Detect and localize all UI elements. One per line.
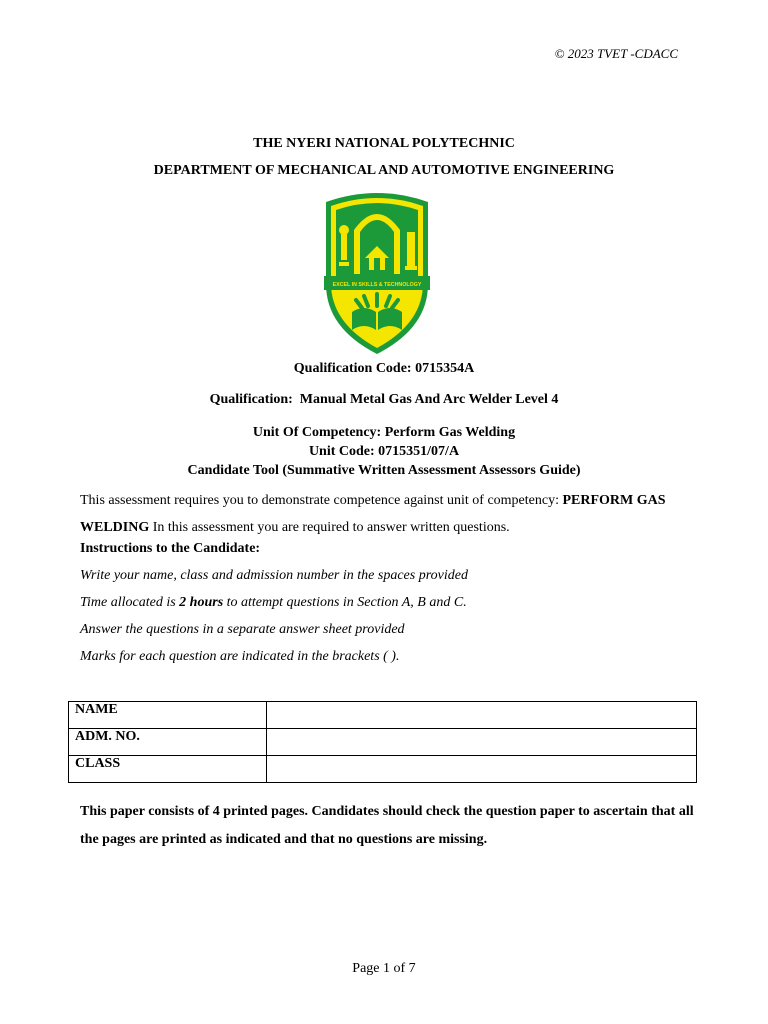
- qualification-code: Qualification Code: 0715354A: [293, 361, 475, 376]
- intro-text-1: This assessment requires you to demonstrate competence against unit of competency:: [80, 493, 563, 508]
- intro-unit-name: PERFORM GAS WELDING: [80, 493, 666, 535]
- institution-name: THE NYERI NATIONAL POLYTECHNIC: [253, 136, 515, 151]
- instruction-3: Answer the questions in a separate answer sheet provided: [80, 622, 405, 637]
- assessment-intro: [80, 487, 700, 541]
- unit-code: Unit Code: 0715351/07/A: [308, 444, 460, 459]
- candidate-details-table: [68, 701, 697, 783]
- name-label: NAME: [69, 702, 267, 729]
- right-pillar-icon: [407, 232, 415, 266]
- unit-of-competency: Unit Of Competency: Perform Gas Welding: [252, 425, 516, 440]
- instruction-2-pre: Time allocated is: [80, 595, 180, 610]
- left-torch-icon: [341, 234, 347, 260]
- intro-text-2: In this assessment you are required to answer written questions.: [149, 520, 510, 535]
- copyright-notice: © 2023 TVET -CDACC: [554, 46, 678, 61]
- class-field[interactable]: [267, 756, 697, 783]
- instruction-2-duration: 2 hours: [179, 595, 224, 610]
- table-row: [69, 729, 697, 756]
- institution-logo: [318, 188, 436, 356]
- department-name: DEPARTMENT OF MECHANICAL AND AUTOMOTIVE ENGINEERING: [153, 163, 615, 178]
- qualification-name: Qualification: Manual Metal Gas And Arc Welder Level 4: [209, 392, 559, 407]
- class-label: CLASS: [69, 756, 267, 783]
- page-number: Page 1 of 7: [352, 961, 416, 976]
- table-row: [69, 702, 697, 729]
- logo-motto: EXCEL IN SKILLS & TECHNOLOGY: [332, 282, 422, 288]
- adm-no-field[interactable]: [267, 729, 697, 756]
- instruction-2: [80, 595, 700, 611]
- paper-note: This paper consists of 4 printed pages. Candidates should check the question paper to ascertain that all the pages are printed as indicated and that no questions are missing.: [80, 804, 694, 847]
- table-row: [69, 756, 697, 783]
- instruction-2-post: to attempt questions in Section A, B and C.: [223, 595, 467, 610]
- name-field[interactable]: [267, 702, 697, 729]
- instruction-1: Write your name, class and admission number in the spaces provided: [80, 568, 468, 583]
- unit-block: [0, 423, 768, 480]
- instruction-4: Marks for each question are indicated in the brackets ( ).: [80, 649, 400, 664]
- instructions-title: Instructions to the Candidate:: [80, 541, 261, 556]
- adm-no-label: ADM. NO.: [69, 729, 267, 756]
- candidate-tool: Candidate Tool (Summative Written Assessment Assessors Guide): [187, 463, 581, 478]
